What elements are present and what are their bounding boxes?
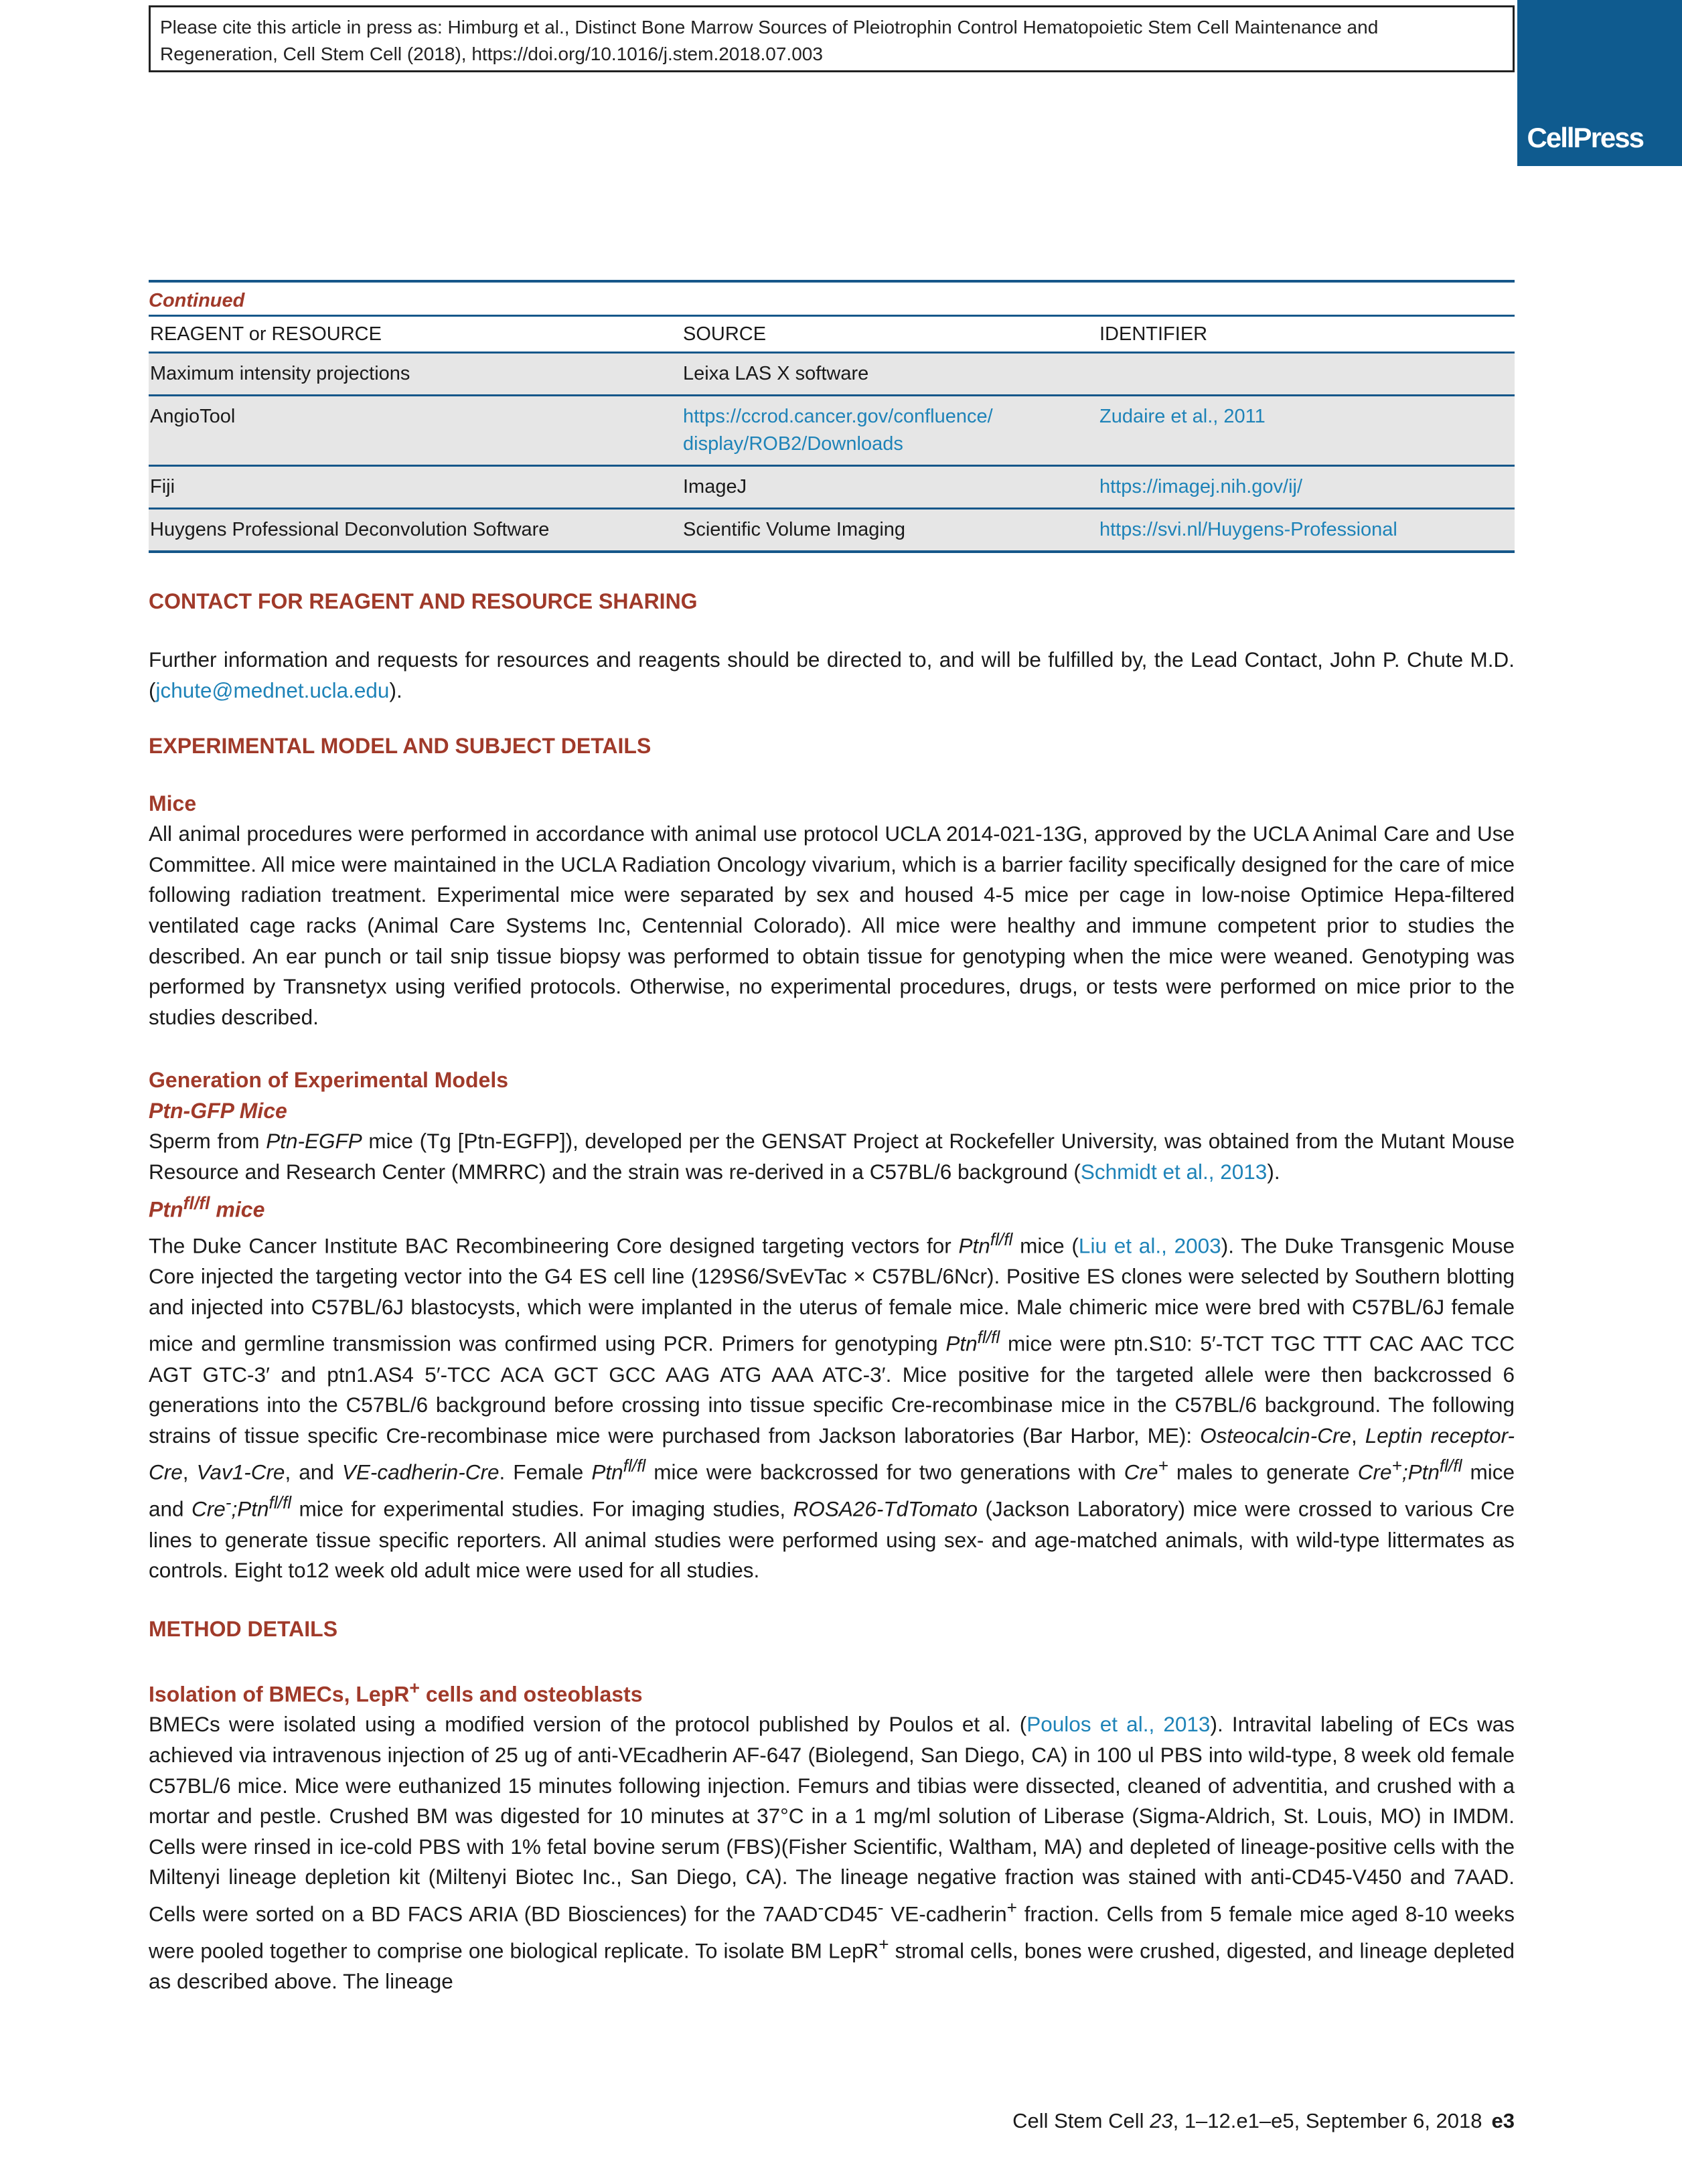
- table-row: [149, 466, 1515, 509]
- table-row: [149, 396, 1515, 466]
- angiotool-link-line-1[interactable]: https://ccrod.cancer.gov/confluence/: [683, 406, 993, 427]
- footer-pages: , 1–12.e1–e5, September 6, 2018: [1172, 2109, 1482, 2132]
- table-row: [149, 353, 1515, 396]
- table-cell-resource: Maximum intensity projections: [149, 353, 682, 396]
- main-content: [149, 589, 1515, 1997]
- table-header-source: SOURCE: [682, 316, 1098, 353]
- ptn-flfl-heading: Ptn$^{fl/fl}$ mice: [149, 1192, 265, 1222]
- experimental-heading: EXPERIMENTAL MODEL AND SUBJECT DETAILS: [149, 734, 652, 759]
- citation-box: [149, 5, 1515, 72]
- imagej-link[interactable]: https://imagej.nih.gov/ij/: [1099, 476, 1303, 497]
- contact-text-end: ).: [389, 678, 402, 702]
- table-cell-source: ImageJ: [682, 466, 1098, 509]
- ptn-flfl-paragraph: The Duke Cancer Institute BAC Recombineering Core designed targeting vectors for Ptn$^{fl/fl}$ mice (Liu et al., 2003). The Duke Transgenic Mouse Core injected the targeting vector into the G4 ES cell line (129S6/SvEvTac × C57BL/6Ncr). Positive ES clones were selected by Southern blotting and injected into C57BL/6J blastocysts, which were implanted in the uterus of female mice. Male chimeric mice were bred with C57BL/6J female mice and germline transmission was confirmed using PCR. Primers for genotyping Ptn$^{fl/fl}$ mice were ptn.S10: 5′-TCT TGC TTT CAC AAC TCC AGT GTC-3′ and ptn1.AS4 5′-TCC ACA GCT GCC AAG ATG AAA ATC-3′. Mice positive for the targeted allele were then backcrossed 6 generations into the C57BL/6 background before crossing into tissue specific Cre-recombinase mice in the C57BL/6 background. The following strains of tissue specific Cre-recombinase mice were purchased from Jackson laboratories (Bar Harbor, ME): Osteocalcin-Cre, Leptin receptor-Cre, Vav1-Cre, and VE-cadherin-Cre. Female Ptn$^{fl/fl}$ mice were backcrossed for two generations with Cre+ males to generate Cre+;Ptn$^{fl/fl}$ mice and Cre-;Ptn$^{fl/fl}$ mice for experimental studies. For imaging studies, ROSA26-TdTomato (Jackson Laboratory) mice were crossed to various Cre lines to generate tissue specific reporters. All animal studies were performed using sex- and age-matched animals, with wild-type littermates as controls. Eight to12 week old adult mice were used for all studies.: [149, 1229, 1515, 1583]
- table-cell-identifier: [1098, 396, 1515, 466]
- generation-heading: Generation of Experimental Models: [149, 1068, 508, 1093]
- table-continued-label: Continued: [149, 280, 1515, 315]
- footer-journal: Cell Stem Cell: [1012, 2109, 1150, 2132]
- table-cell-identifier: [1098, 353, 1515, 396]
- table-cell-source: [682, 396, 1098, 466]
- citation-line-2: Regeneration, Cell Stem Cell (2018), https://doi.org/10.1016/j.stem.2018.07.003: [160, 44, 823, 64]
- page-footer: [1012, 2109, 1515, 2133]
- contact-text: Further information and requests for resources and reagents should be directed to, and will be fulfilled by, the Lead Contact, John P. Chute M.D. (: [149, 647, 1515, 702]
- liu-ref-link[interactable]: Liu et al., 2003: [1078, 1233, 1221, 1258]
- angiotool-link-line-2[interactable]: display/ROB2/Downloads: [683, 433, 903, 455]
- method-heading: METHOD DETAILS: [149, 1616, 338, 1641]
- isolation-heading: Isolation of BMECs, LepR+ cells and osteoblasts: [149, 1677, 643, 1707]
- table-cell-resource: Fiji: [149, 466, 682, 509]
- footer-page-number: e3: [1491, 2109, 1515, 2132]
- isolation-paragraph: BMECs were isolated using a modified version of the protocol published by Poulos et al. (Poulos et al., 2013). Intravital labeling of ECs was achieved via intravenous injection of 25 ug of anti-VEcadherin AF-647 (Biolegend, San Diego, CA) in 100 ul PBS into wild-type, 8 week old female C57BL/6 mice. Mice were euthanized 15 minutes following injection. Femurs and tibias were dissected, cleaned of adventitia, and crushed with a mortar and pestle. Crushed BM was digested for 10 minutes at 37°C in a 1 mg/ml solution of Liberase (Sigma-Aldrich, St. Louis, MO) in IMDM. Cells were rinsed in ice-cold PBS with 1% fetal bovine serum (FBS)(Fisher Scientific, Waltham, MA) and depleted of lineage-positive cells with the Miltenyi lineage depletion kit (Miltenyi Biotec Inc., San Diego, CA). The lineage negative fraction was stained with anti-CD45-V450 and 7AAD. Cells were sorted on a BD FACS ARIA (BD Biosciences) for the 7AAD-CD45- VE-cadherin+ fraction. Cells from 5 female mice aged 8-10 weeks were pooled together to comprise one biological replicate. To isolate BM LepR+ stromal cells, bones were crushed, digested, and lineage depleted as described above. The lineage: [149, 1712, 1515, 1994]
- huygens-link[interactable]: https://svi.nl/Huygens-Professional: [1099, 519, 1397, 540]
- table-cell-resource: Huygens Professional Deconvolution Software: [149, 509, 682, 552]
- ptn-gfp-heading: Ptn-GFP Mice: [149, 1099, 287, 1123]
- table-header-resource: REAGENT or RESOURCE: [149, 316, 682, 353]
- poulos-ref-link[interactable]: Poulos et al., 2013: [1026, 1712, 1211, 1737]
- resource-table: [149, 280, 1515, 553]
- schmidt-ref-link[interactable]: Schmidt et al., 2013: [1080, 1159, 1268, 1184]
- table-cell-source: Scientific Volume Imaging: [682, 509, 1098, 552]
- cellpress-logo-text: CellPress: [1527, 122, 1643, 153]
- footer-volume: 23: [1150, 2109, 1173, 2132]
- contact-paragraph: [149, 645, 1515, 706]
- mice-heading: Mice: [149, 791, 197, 816]
- contact-heading: CONTACT FOR REAGENT AND RESOURCE SHARING: [149, 589, 698, 613]
- citation-line-1: Please cite this article in press as: Himburg et al., Distinct Bone Marrow Sources of Pleiotrophin Control Hematopoietic Stem Cell Maintenance and: [160, 17, 1379, 37]
- table-cell-identifier: [1098, 509, 1515, 552]
- table-cell-source: Leixa LAS X software: [682, 353, 1098, 396]
- zudaire-ref-link[interactable]: Zudaire et al., 2011: [1099, 406, 1266, 427]
- mice-paragraph: All animal procedures were performed in accordance with animal use protocol UCLA 2014-021-13G, approved by the UCLA Animal Care and Use Committee. All mice were maintained in the UCLA Radiation Oncology vivarium, which is a barrier facility specifically designed for the care of mice following radiation treatment. Experimental mice were separated by sex and housed 4-5 mice per cage in low-noise Optimice Hepa-filtered ventilated cage racks (Animal Care Systems Inc, Centennial Colorado). All mice were healthy and immune competent prior to studies the described. An ear punch or tail snip tissue biopsy was performed to obtain tissue for genotyping when the mice were weaned. Genotyping was performed by Transnetyx using verified protocols. Otherwise, no experimental procedures, drugs, or tests were performed on mice prior to the studies described.: [149, 822, 1515, 1029]
- table-header-identifier: IDENTIFIER: [1098, 316, 1515, 353]
- table-cell-identifier: [1098, 466, 1515, 509]
- ptn-gfp-paragraph: Sperm from Ptn-EGFP mice (Tg [Ptn-EGFP]), developed per the GENSAT Project at Rockefeller University, was obtained from the Mutant Mouse Resource and Research Center (MMRRC) and the strain was re-derived in a C57BL/6 background (Schmidt et al., 2013).: [149, 1129, 1515, 1184]
- contact-email-link[interactable]: jchute@mednet.ucla.edu: [155, 678, 390, 702]
- cellpress-logo: [1517, 0, 1682, 166]
- table-header-row: [149, 316, 1515, 353]
- table-cell-resource: AngioTool: [149, 396, 682, 466]
- table-row: [149, 509, 1515, 552]
